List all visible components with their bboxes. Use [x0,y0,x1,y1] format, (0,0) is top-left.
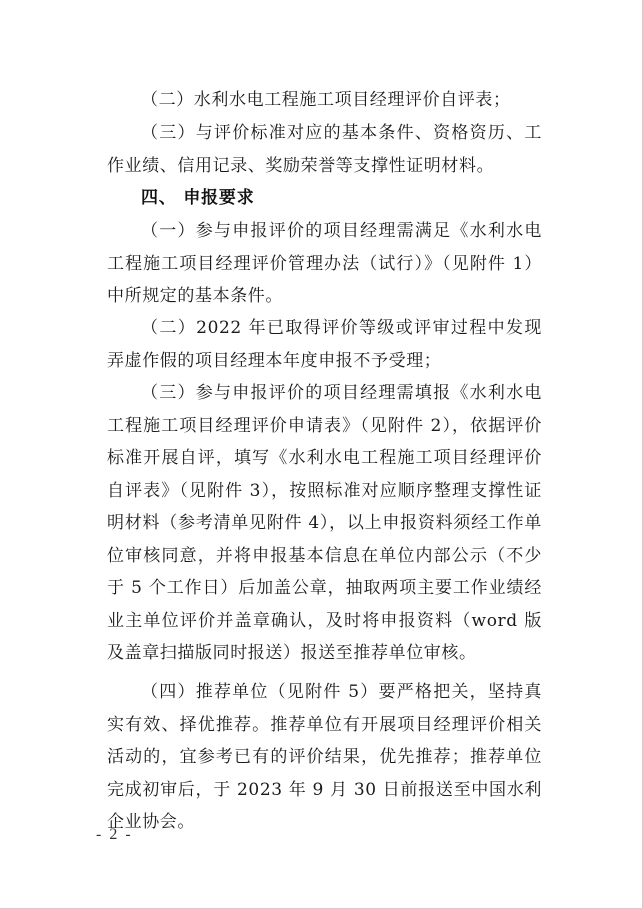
paragraph-supporting-materials: （三）与评价标准对应的基本条件、资格资历、工作业绩、信用记录、奖励荣誉等支撑性证明材料。 [107,123,542,176]
paragraph-self-evaluation-form: （二）水利水电工程施工项目经理评价自评表； [141,90,511,110]
requirement-item-1: （一）参与申报评价的项目经理需满足《水利水电工程施工项目经理评价管理办法（试行）》（见附件 1）中所规定的基本条件。 [107,221,542,306]
requirement-item-4: （四）推荐单位（见附件 5）要严格把关，坚持真实有效、择优推荐。推荐单位有开展项目经理评价相关活动的，宜参考已有的评价结果，优先推荐；推荐单位完成初审后，于 2023 年 9 月 30 日前报送至中国水利企业协会。 [107,682,542,832]
page-number: - 2 - [96,826,133,843]
requirement-item-3: （三）参与申报评价的项目经理需填报《水利水电工程施工项目经理评价申请表》（见附件 2），依据评价标准开展自评，填写《水利水电工程施工项目经理评价自评表》（见附件 3），按照标准对应顺序整理支撑性证明材料（参考清单见附件 4），以上申报资料须经工作单位审核同意，并将申报基本信息在单位内部公示（不少于 5 个工作日）后加盖公章，抽取两项主要工作业绩经业主单位评价并盖章确认，及时将申报资料（word 版及盖章扫描版同时报送）报送至推荐单位审核。 [107,383,542,663]
section-heading-requirements: 四、 申报要求 [141,188,255,208]
requirement-item-2: （二）2022 年已取得评价等级或评审过程中发现弄虚作假的项目经理本年度申报不予受理； [107,318,542,371]
